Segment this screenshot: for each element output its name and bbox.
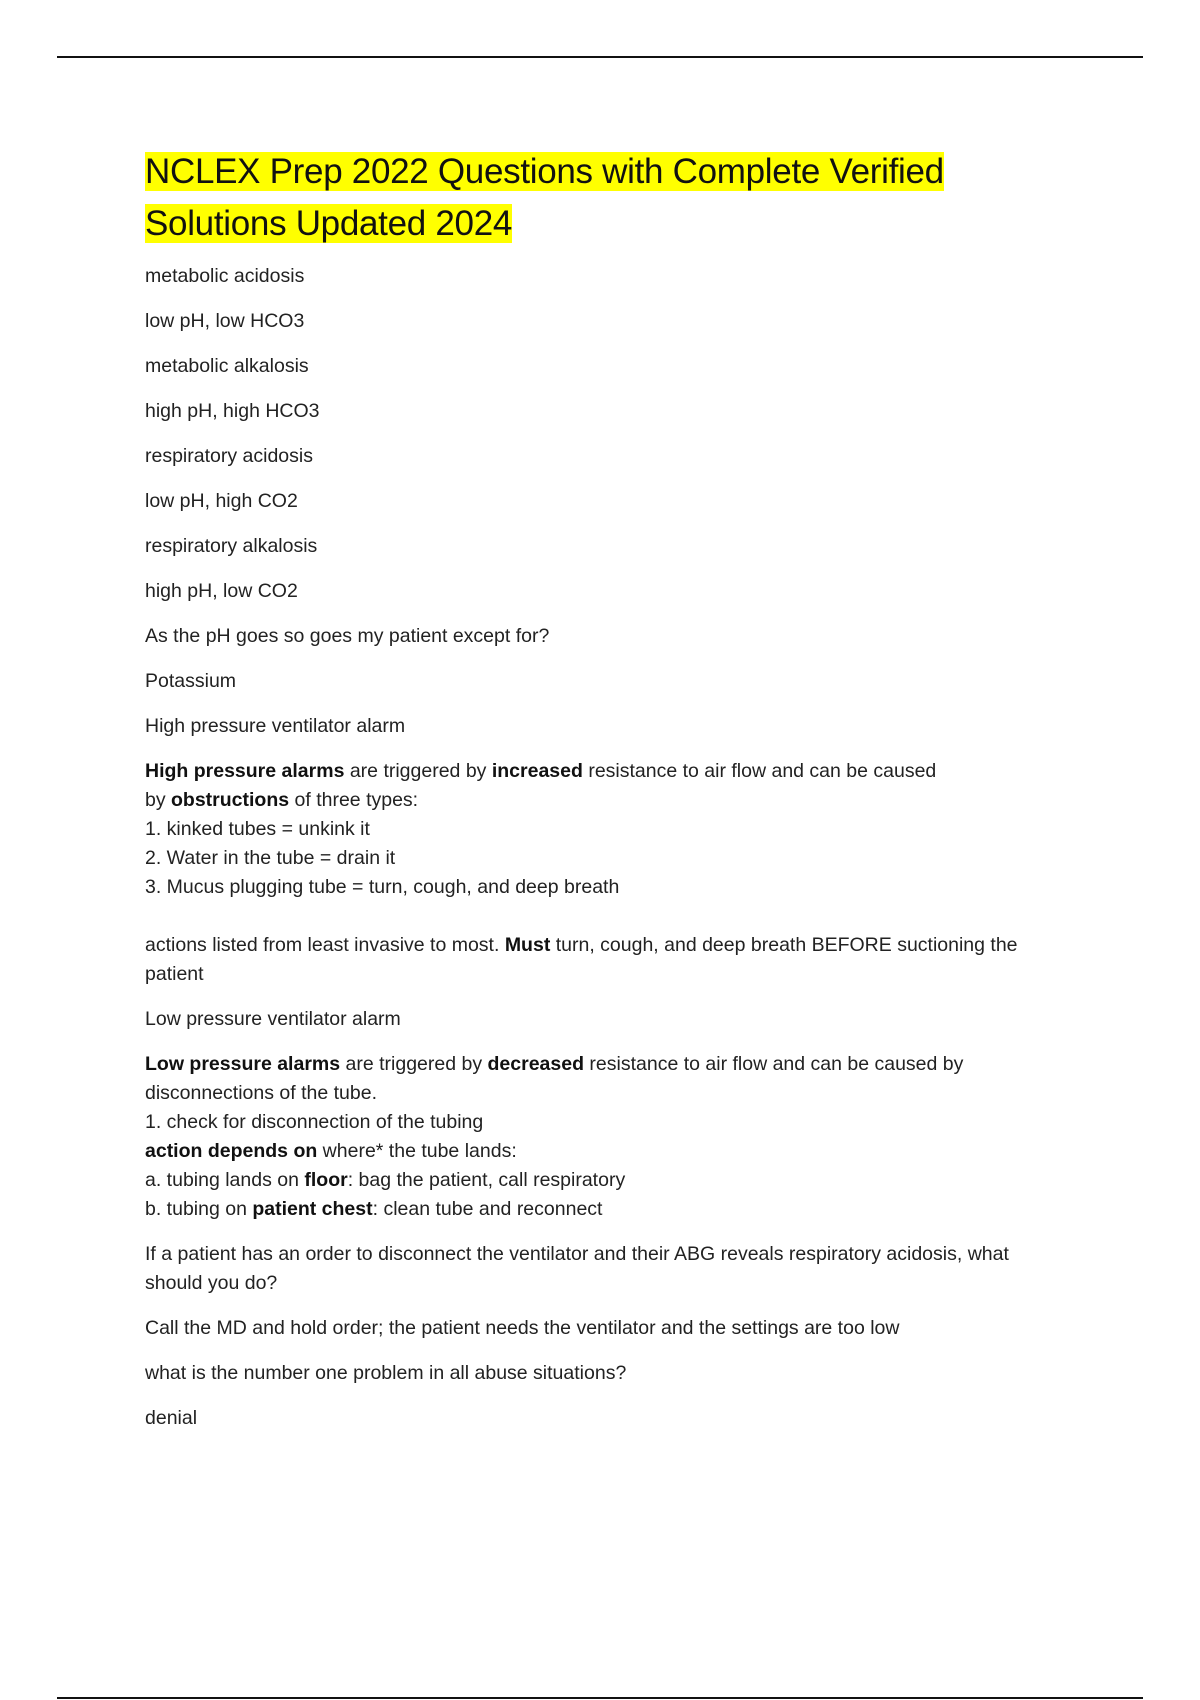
top-rule xyxy=(57,56,1143,58)
question-abuse-problem: what is the number one problem in all abuse situations? xyxy=(145,1362,627,1384)
bottom-rule xyxy=(57,1697,1143,1699)
high-pressure-alarm-explanation xyxy=(145,757,1065,902)
term-high-pressure-alarm: High pressure ventilator alarm xyxy=(145,715,406,737)
high-pressure-step: 2. Water in the tube = drain it xyxy=(145,847,396,869)
answer-abuse-problem: denial xyxy=(145,1407,198,1429)
high-pressure-step: 3. Mucus plugging tube = turn, cough, and deep breath xyxy=(145,876,620,898)
term-low-pressure-alarm: Low pressure ventilator alarm xyxy=(145,1008,401,1030)
definition-metabolic-acidosis: low pH, low HCO3 xyxy=(145,310,305,332)
title-line-2: Solutions Updated 2024 xyxy=(145,204,513,243)
low-pressure-step-1: 1. check for disconnection of the tubing xyxy=(145,1111,484,1133)
low-pressure-action-intro: action depends on where* the tube lands: xyxy=(145,1140,517,1162)
high-pressure-line-2: by obstructions of three types: xyxy=(145,789,419,811)
high-pressure-line-1: High pressure alarms are triggered by increased resistance to air flow and can be caused xyxy=(145,760,937,782)
definition-metabolic-alkalosis: high pH, high HCO3 xyxy=(145,400,320,422)
low-pressure-option-a: a. tubing lands on floor: bag the patient, call respiratory xyxy=(145,1169,626,1191)
low-pressure-alarm-explanation xyxy=(145,1050,1065,1224)
answer-ph-exception: Potassium xyxy=(145,670,237,692)
low-pressure-option-b: b. tubing on patient chest: clean tube and reconnect xyxy=(145,1198,603,1220)
low-pressure-line-1: Low pressure alarms are triggered by decreased resistance to air flow and can be caused by disconnections of the tube. xyxy=(145,1053,964,1104)
question-ventilator-abg: If a patient has an order to disconnect the ventilator and their ABG reveals respiratory acidosis, what should you do? xyxy=(145,1243,1009,1294)
term-respiratory-alkalosis: respiratory alkalosis xyxy=(145,535,318,557)
term-respiratory-acidosis: respiratory acidosis xyxy=(145,445,313,467)
high-pressure-step: 1. kinked tubes = unkink it xyxy=(145,818,370,840)
actions-note: actions listed from least invasive to most. Must turn, cough, and deep breath BEFORE suctioning the patient xyxy=(145,934,1018,985)
document-title xyxy=(145,146,1065,250)
title-line-1: NCLEX Prep 2022 Questions with Complete Verified xyxy=(145,152,944,191)
term-metabolic-acidosis: metabolic acidosis xyxy=(145,265,305,287)
question-ph-exception: As the pH goes so goes my patient except for? xyxy=(145,625,550,647)
definition-respiratory-acidosis: low pH, high CO2 xyxy=(145,490,298,512)
term-metabolic-alkalosis: metabolic alkalosis xyxy=(145,355,309,377)
definition-respiratory-alkalosis: high pH, low CO2 xyxy=(145,580,298,602)
answer-ventilator-abg: Call the MD and hold order; the patient needs the ventilator and the settings are too low xyxy=(145,1317,900,1339)
document-body xyxy=(145,146,1065,1449)
